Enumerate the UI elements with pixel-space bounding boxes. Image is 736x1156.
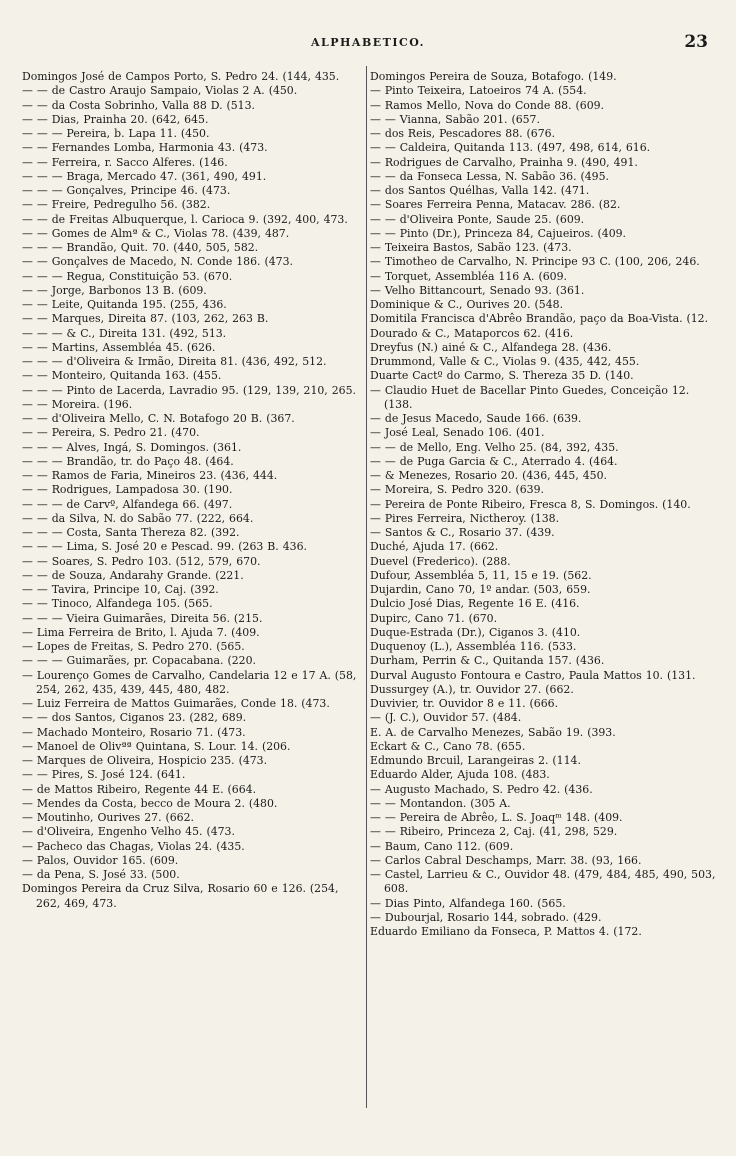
directory-entry: — Luiz Ferreira de Mattos Guimarães, Conde 18. (473. <box>22 697 330 710</box>
directory-entry: — Moutinho, Ourives 27. (662. <box>22 811 195 824</box>
directory-entry: — — Tavira, Principe 10, Caj. (392. <box>22 583 219 596</box>
directory-entry: Duarte Cactº do Carmo, S. Thereza 35 D. (140. <box>370 369 634 383</box>
directory-entry: Eckart & C., Cano 78. (655. <box>370 739 526 753</box>
directory-entry: — — Ferreira, r. Sacco Alferes. (146. <box>22 155 228 169</box>
directory-entry: — — — Pinto de Lacerda, Lavradio 95. (129, 139, 210, 265. <box>22 383 356 397</box>
directory-entry: — — de Mello, Eng. Velho 25. (84, 392, 435. <box>370 440 619 454</box>
directory-entry: Dujardin, Cano 70, 1º andar. (503, 659. <box>370 583 591 596</box>
directory-entry: — Lopes de Freitas, S. Pedro 270. (565. <box>22 640 245 653</box>
directory-entry: Dupirc, Cano 71. (670. <box>370 611 498 625</box>
directory-entry: Drummond, Valle & C., Violas 9. (435, 442, 455. <box>370 355 640 368</box>
directory-entry: — — de Freitas Albuquerque, l. Carioca 9. (392, 400, 473. <box>22 212 348 226</box>
directory-entry: — — Pires, S. José 124. (641. <box>22 768 186 782</box>
directory-entry: — — — Braga, Mercado 47. (361, 490, 491. <box>22 169 267 183</box>
directory-entry: Edmundo Brcuil, Larangeiras 2. (114. <box>370 754 581 767</box>
directory-entry: — — — Lima, S. José 20 e Pescad. 99. (263 B. 436. <box>22 540 307 554</box>
directory-entry: — Mendes da Costa, becco de Moura 2. (480. <box>22 796 278 810</box>
directory-entry: — Claudio Huet de Bacellar Pinto Guedes, Conceição 12. (138. <box>370 383 690 411</box>
directory-entry: — — Gonçalves de Macedo, N. Conde 186. (473. <box>22 255 293 269</box>
directory-entry: — — — Pereira, b. Lapa 11. (450. <box>22 127 210 140</box>
directory-entry: Eduardo Alder, Ajuda 108. (483. <box>370 768 550 782</box>
directory-entry: — — — de Carvº, Alfandega 66. (497. <box>22 497 233 511</box>
directory-entry: — — Jorge, Barbonos 13 B. (609. <box>22 283 207 297</box>
directory-entry: — & Menezes, Rosario 20. (436, 445, 450. <box>370 469 608 482</box>
directory-entry: — — Pinto (Dr.), Princeza 84, Cajueiros. (409. <box>370 226 627 240</box>
directory-entry: — — Ribeiro, Princeza 2, Caj. (41, 298, 529. <box>370 825 618 839</box>
directory-entry: — Pires Ferreira, Nictheroy. (138. <box>370 511 560 525</box>
directory-entry: — — — Vieira Guimarães, Direita 56. (215. <box>22 611 263 625</box>
directory-entry: Domingos Pereira de Souza, Botafogo. (149. <box>370 70 617 83</box>
directory-entry: — — Caldeira, Quitanda 113. (497, 498, 614, 616. <box>370 141 651 155</box>
directory-entry: — Palos, Ouvidor 165. (609. <box>22 853 179 867</box>
directory-entry: — Pinto Teixeira, Latoeiros 74 A. (554. <box>370 84 587 98</box>
directory-entry: Dreyfus (N.) ainé & C., Alfandega 28. (436. <box>370 340 612 354</box>
directory-entry: — Santos & C., Rosario 37. (439. <box>370 526 555 539</box>
column-divider <box>366 66 367 1108</box>
directory-entry: — de Mattos Ribeiro, Regente 44 E. (664. <box>22 782 257 796</box>
directory-entry: — Torquet, Assembléa 116 A. (609. <box>370 269 567 283</box>
directory-entry: Duque-Estrada (Dr.), Ciganos 3. (410. <box>370 625 581 639</box>
directory-entry: — — d'Oliveira Mello, C. N. Botafogo 20 B. (367. <box>22 412 295 425</box>
directory-entry: Duquenoy (L.), Assembléa 116. (533. <box>370 640 577 653</box>
directory-entry: — — Montandon. (305 A. <box>370 796 511 810</box>
directory-entry: — Timotheo de Carvalho, N. Principe 93 C. (100, 206, 246. <box>370 255 700 269</box>
directory-entry: — Soares Ferreira Penna, Matacav. 286. (82. <box>370 198 621 212</box>
directory-entry: — — Moreira. (196. <box>22 397 133 411</box>
directory-entry: Dufour, Assembléa 5, 11, 15 e 19. (562. <box>370 568 592 582</box>
directory-entry: — — — d'Oliveira & Irmão, Direita 81. (436, 492, 512. <box>22 355 327 368</box>
directory-entry: — Machado Monteiro, Rosario 71. (473. <box>22 725 246 739</box>
directory-entry: — — Soares, S. Pedro 103. (512, 579, 670. <box>22 554 261 568</box>
directory-entry: — Carlos Cabral Deschamps, Marr. 38. (93, 166. <box>370 853 642 867</box>
directory-entry: — — dos Santos, Ciganos 23. (282, 689. <box>22 711 247 725</box>
directory-entry: — — da Costa Sobrinho, Valla 88 D. (513. <box>22 98 255 112</box>
directory-entry: — dos Reis, Pescadores 88. (676. <box>370 127 556 140</box>
directory-entry: — — — Costa, Santa Thereza 82. (392. <box>22 526 240 539</box>
directory-entry: — — de Souza, Andarahy Grande. (221. <box>22 568 244 582</box>
directory-entry: — — de Puga Garcia & C., Aterrado 4. (464. <box>370 454 618 468</box>
directory-entry: — — Vianna, Sabão 201. (657. <box>370 112 540 126</box>
directory-entry: — — Rodrigues, Lampadosa 30. (190. <box>22 483 233 497</box>
directory-entry: Durval Augusto Fontoura e Castro, Paula Mattos 10. (131. <box>370 668 696 682</box>
directory-entry: — Castel, Larrieu & C., Ouvidor 48. (479, 484, 485, 490, 503, 608. <box>370 868 716 896</box>
directory-entry: Duché, Ajuda 17. (662. <box>370 540 499 554</box>
directory-entry: — Rodrigues de Carvalho, Prainha 9. (490, 491. <box>370 155 638 169</box>
directory-entry: — — Dias, Prainha 20. (642, 645. <box>22 112 209 126</box>
directory-entry: — — — Alves, Ingá, S. Domingos. (361. <box>22 440 242 454</box>
directory-entry: Duevel (Frederico). (288. <box>370 554 511 568</box>
directory-entry: — d'Oliveira, Engenho Velho 45. (473. <box>22 825 235 839</box>
right-column <box>370 70 718 939</box>
directory-entry: — Ramos Mello, Nova do Conde 88. (609. <box>370 98 605 112</box>
directory-entry: — — Pereira, S. Pedro 21. (470. <box>22 426 200 440</box>
directory-entry: Dussurgey (A.), tr. Ouvidor 27. (662. <box>370 682 574 696</box>
directory-entry: — — — Brandão, tr. do Paço 48. (464. <box>22 454 234 468</box>
directory-entry: — — da Fonseca Lessa, N. Sabão 36. (495. <box>370 169 609 183</box>
directory-entry: — Manoel de Olivªª Quintana, S. Lour. 14. (206. <box>22 739 291 753</box>
directory-entry: — — Marques, Direita 87. (103, 262, 263 B. <box>22 312 269 326</box>
directory-entry: — Lima Ferreira de Brito, l. Ajuda 7. (409. <box>22 625 260 639</box>
directory-entry: — Marques de Oliveira, Hospicio 235. (473. <box>22 754 268 767</box>
directory-entry: Eduardo Emiliano da Fonseca, P. Mattos 4. (172. <box>370 925 642 938</box>
directory-entry: Dourado & C., Mataporcos 62. (416. <box>370 326 574 340</box>
directory-entry: — — da Silva, N. do Sabão 77. (222, 664. <box>22 511 254 525</box>
directory-entry: E. A. de Carvalho Menezes, Sabão 19. (393. <box>370 725 616 739</box>
directory-entry: Dulcio José Dias, Regente 16 E. (416. <box>370 597 580 611</box>
directory-entry: Domingos Pereira da Cruz Silva, Rosario 60 e 126. (254, 262, 469, 473. <box>22 882 339 910</box>
directory-entry: Domingos José de Campos Porto, S. Pedro 24. (144, 435. <box>22 70 340 83</box>
directory-entry: — — — Guimarães, pr. Copacabana. (220. <box>22 654 256 668</box>
directory-entry: — dos Santos Quélhas, Valla 142. (471. <box>370 184 590 197</box>
directory-entry: — — Pereira de Abrêo, L. S. Joaqᵐ 148. (409. <box>370 811 623 824</box>
directory-entry: — Moreira, S. Pedro 320. (639. <box>370 483 545 497</box>
directory-entry: — — de Castro Araujo Sampaio, Violas 2 A. (450. <box>22 84 298 98</box>
directory-entry: — — Leite, Quitanda 195. (255, 436. <box>22 298 227 311</box>
directory-entry: — — — Brandão, Quit. 70. (440, 505, 582. <box>22 241 259 254</box>
directory-entry: — Augusto Machado, S. Pedro 42. (436. <box>370 782 593 796</box>
directory-entry: — Pacheco das Chagas, Violas 24. (435. <box>22 839 245 853</box>
directory-entry: — Teixeira Bastos, Sabão 123. (473. <box>370 241 572 254</box>
directory-entry: — — Tinoco, Alfandega 105. (565. <box>22 597 213 611</box>
page-number: 23 <box>684 32 708 52</box>
directory-entry: — — — Gonçalves, Principe 46. (473. <box>22 184 231 197</box>
directory-entry: — (J. C.), Ouvidor 57. (484. <box>370 711 522 725</box>
directory-entry: — — Ramos de Faria, Mineiros 23. (436, 444. <box>22 469 278 482</box>
directory-entry: Duvivier, tr. Ouvidor 8 e 11. (666. <box>370 697 559 710</box>
left-column <box>22 70 366 911</box>
directory-entry: — — Freire, Pedregulho 56. (382. <box>22 198 211 212</box>
directory-entry: — Pereira de Ponte Ribeiro, Fresca 8, S. Domingos. (140. <box>370 497 691 511</box>
page-header <box>22 32 714 56</box>
directory-entry: — Lourenço Gomes de Carvalho, Candelaria 12 e 17 A. (58, 254, 262, 435, 439, 445, 480, 482. <box>22 668 357 696</box>
directory-entry: — de Jesus Macedo, Saude 166. (639. <box>370 412 582 425</box>
directory-entry: — Baum, Cano 112. (609. <box>370 839 514 853</box>
page-title: ALPHABETICO. <box>310 36 425 49</box>
directory-entry: — Dias Pinto, Alfandega 160. (565. <box>370 896 566 910</box>
directory-entry: — — Gomes de Almª & C., Violas 78. (439, 487. <box>22 226 290 240</box>
directory-entry: — — Monteiro, Quitanda 163. (455. <box>22 369 222 383</box>
directory-entry: — — Fernandes Lomba, Harmonia 43. (473. <box>22 141 268 155</box>
directory-entry: — — — & C., Direita 131. (492, 513. <box>22 326 227 340</box>
directory-entry: — — Martins, Assembléa 45. (626. <box>22 340 216 354</box>
directory-entry: Domitila Francisca d'Abrêo Brandão, paço da Boa-Vista. (12. <box>370 312 709 326</box>
directory-entry: — — — Regua, Constituição 53. (670. <box>22 269 233 283</box>
directory-entry: — José Leal, Senado 106. (401. <box>370 426 545 440</box>
directory-entry: Durham, Perrin & C., Quitanda 157. (436. <box>370 654 605 668</box>
directory-entry: — Dubourjal, Rosario 144, sobrado. (429. <box>370 910 602 924</box>
directory-entry: — da Pena, S. José 33. (500. <box>22 868 180 881</box>
directory-entry: — — d'Oliveira Ponte, Saude 25. (609. <box>370 212 585 226</box>
directory-entry: Dominique & C., Ourives 20. (548. <box>370 298 564 311</box>
directory-entry: — Velho Bittancourt, Senado 93. (361. <box>370 283 585 297</box>
